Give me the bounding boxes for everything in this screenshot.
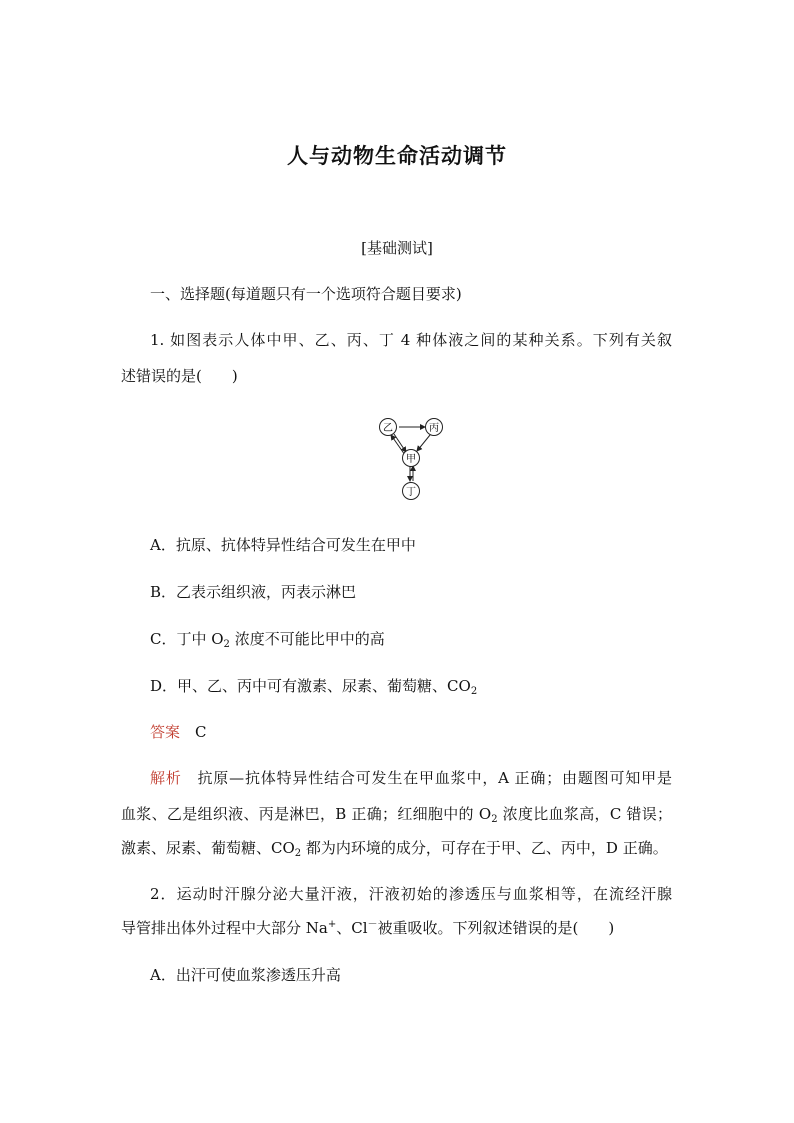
page-title: 人与动物生命活动调节 — [287, 143, 507, 168]
q1-analysis-line2: 血浆、乙是组织液、丙是淋巴，B 正确；红细胞中的 $O_2$ 浓度比血浆高，C 错误； — [121, 805, 673, 825]
arrow-yi-to-jia — [394, 434, 406, 452]
q1-answer — [150, 722, 207, 742]
q1-analysis-line1: 解析 抗原—抗体特异性结合可发生在甲血浆中，A 正确；由题图可知甲是 — [150, 769, 672, 787]
q2-option-a: A．出汗可使血浆渗透压升高 — [150, 966, 341, 984]
node-ding-label: 丁 — [406, 487, 416, 498]
q1-stem-line2: 述错误的是( ) — [121, 367, 238, 385]
q1-option-c: C．丁中 $O_2$ 浓度不可能比甲中的高 — [150, 630, 385, 650]
arrow-jia-to-yi — [391, 435, 405, 455]
node-jia-label: 甲 — [406, 454, 416, 465]
q2-stem-line2: 导管排出体外过程中大部分 Na+、Cl－被重吸收。下列叙述错误的是( ) — [121, 919, 615, 937]
section-heading: 一、选择题(每道题只有一个选项符合题目要求) — [150, 285, 462, 303]
answer-value: C — [195, 723, 207, 741]
answer-label: 答案 — [150, 723, 181, 741]
q1-option-a: A．抗原、抗体特异性结合可发生在甲中 — [150, 536, 416, 554]
q1-analysis-line3: 激素、尿素、葡萄糖、$CO_2$ 都为内环境的成分，可存在于甲、乙、丙中，D 正确。 — [121, 839, 668, 859]
q1-option-b: B．乙表示组织液，丙表示淋巴 — [150, 583, 357, 601]
section-tag: [基础测试] — [361, 239, 433, 257]
q1-option-d: D．甲、乙、丙中可有激素、尿素、葡萄糖、$CO_2$ — [150, 677, 478, 697]
q2-stem-line1: 2．运动时汗腺分泌大量汗液，汗液初始的渗透压与血浆相等，在流经汗腺 — [150, 885, 672, 903]
q1-stem-line1: 1. 如图表示人体中甲、乙、丙、丁 4 种体液之间的某种关系。下列有关叙 — [150, 331, 672, 349]
arrow-bing-to-jia — [417, 435, 430, 451]
node-yi-label: 乙 — [383, 423, 393, 434]
node-bing-label: 丙 — [429, 423, 439, 434]
body-fluid-diagram — [374, 412, 446, 504]
analysis-label: 解析 — [150, 769, 182, 787]
